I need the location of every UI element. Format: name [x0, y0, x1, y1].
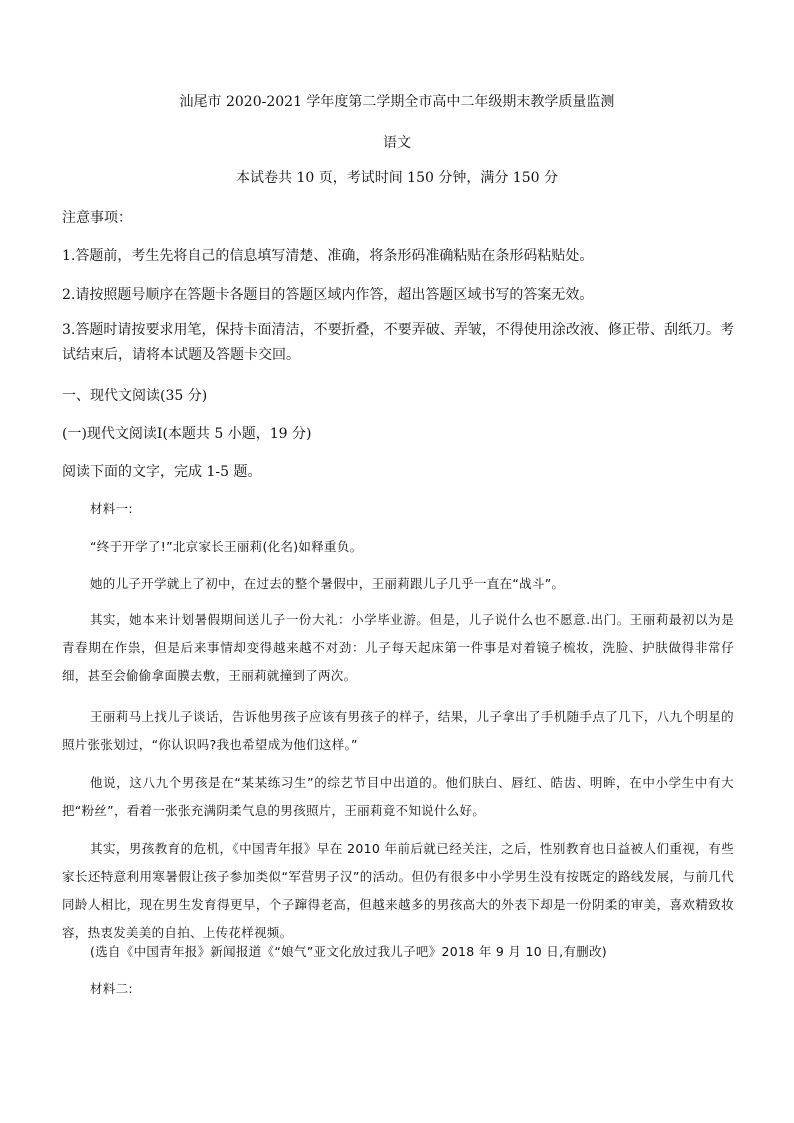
- note-item-1: 1.答题前，考生先将自己的信息填写清楚、准确，将条形码准确粘贴在条形码粘贴处。: [62, 248, 594, 264]
- material1-label: 材料一:: [90, 501, 133, 516]
- material1-paragraph: 她的儿子开学就上了初中，在过去的整个暑假中，王丽莉跟儿子几乎一直在“战斗”。: [90, 576, 565, 591]
- subject-title: 语文: [383, 135, 411, 151]
- material1-paragraph: 其实，男孩教育的危机，《中国青年报》早在 2010 年前后就已经关注，之后，性别教育也日益被人们重视，有些家长还特意利用寒暑假让孩子参加类似“军营男子汉”的活动。但仍有很多中小学男生没有按既定的路线发展，与前几代同龄人相比，现在男生发育得更早，个子蹿得老高，但越来越多的男孩高大的外表下却是一份阴柔的审美，喜欢精致妆容，热衷发美美的自拍、上传花样视频。: [62, 841, 734, 940]
- material2-label: 材料二:: [90, 981, 133, 996]
- material1-paragraph: 其实，她本来计划暑假期间送儿子一份大礼：小学毕业游。但是，儿子说什么也不愿意.出门。王丽莉最初以为是青春期在作祟，但是后来事情却变得越来越不对劲：儿子每天起床第一件事是对着镜子梳妆，洗脸、护肤做得非常仔细，甚至会偷偷拿面膜去敷，王丽莉就撞到了两次。: [62, 612, 734, 683]
- note-item-3: 3.答题时请按要求用笔，保持卡面清洁，不要折叠，不要弄破、弄皱，不得使用涂改液、修正带、刮纸刀。考试结束后，请将本试题及答题卡交回。: [62, 322, 734, 363]
- material1-source: (选自《中国青年报》新闻报道《“娘气”亚文化放过我儿子吧》2018 年 9 月 10 日,有删改): [90, 944, 607, 959]
- section-instruction: 阅读下面的文字，完成 1-5 题。: [62, 464, 262, 480]
- material1-paragraph: 王丽莉马上找儿子谈话，告诉他男孩子应该有男孩子的样子，结果，儿子拿出了手机随手点了几下，八九个明星的照片张张划过，“你认识吗?我也希望成为他们这样。”: [62, 709, 734, 752]
- note-item-2: 2.请按照题号顺序在答题卡各题目的答题区域内作答，超出答题区域书写的答案无效。: [62, 287, 594, 303]
- exam-info: 本试卷共 10 页，考试时间 150 分钟，满分 150 分: [236, 170, 558, 186]
- section-title: 一、现代文阅读(35 分): [62, 388, 208, 404]
- section-subtitle: (一)现代文阅读Ⅰ(本题共 5 小题，19 分): [62, 426, 312, 442]
- material1-paragraph: 他说，这八九个男孩是在“某某练习生”的综艺节目中出道的。他们肤白、唇红、皓齿、明眸，在中小学生中有大把“粉丝”，看着一张张充满阴柔气息的男孩照片，王丽莉竟不知说什么好。: [62, 775, 734, 818]
- notes-heading: 注意事项：: [62, 210, 132, 226]
- exam-title: 汕尾市 2020-2021 学年度第二学期全市高中二年级期末教学质量监测: [179, 94, 615, 110]
- material1-paragraph: “终于开学了!”北京家长王丽莉(化名)如释重负。: [90, 539, 363, 554]
